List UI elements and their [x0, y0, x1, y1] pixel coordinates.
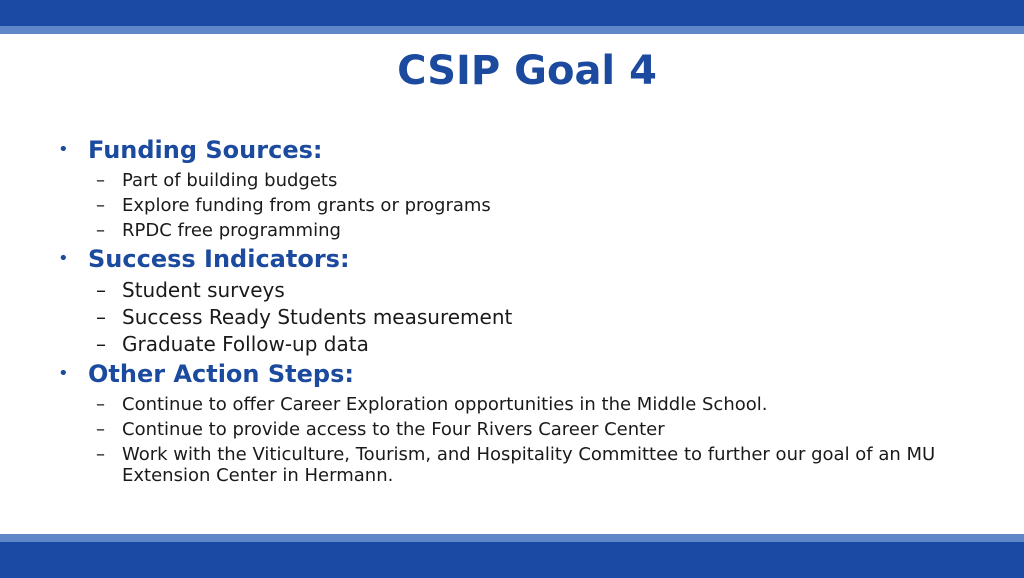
bullet-icon: •: [58, 248, 69, 269]
list-item-text: RPDC free programming: [122, 220, 341, 241]
list-item: [58, 277, 988, 304]
slide-title: CSIP Goal 4: [397, 48, 657, 94]
top-band: [0, 0, 1024, 26]
section-label: Funding Sources:: [88, 136, 323, 164]
section-label: Other Action Steps:: [88, 360, 354, 388]
list-item: [58, 218, 988, 243]
list-item: [58, 392, 988, 417]
section-heading-funding: [58, 136, 988, 168]
bottom-band: [0, 542, 1024, 578]
bullet-icon: •: [58, 139, 69, 160]
section-heading-other-steps: [58, 360, 988, 392]
list-item: [58, 417, 988, 442]
slide-content: [58, 136, 988, 486]
dash-icon: –: [96, 305, 106, 329]
dash-icon: –: [96, 444, 105, 465]
bullet-icon: •: [58, 363, 69, 384]
list-item: [58, 331, 988, 358]
list-item: [58, 193, 988, 218]
list-item: [58, 304, 988, 331]
list-item: [58, 442, 988, 486]
list-item-text: Continue to provide access to the Four Rivers Career Center: [122, 419, 665, 440]
bottom-band-accent: [0, 534, 1024, 542]
list-item-text: Student surveys: [122, 278, 285, 302]
list-item-text: Part of building budgets: [122, 170, 338, 191]
section-label: Success Indicators:: [88, 245, 350, 273]
dash-icon: –: [96, 394, 105, 415]
dash-icon: –: [96, 419, 105, 440]
dash-icon: –: [96, 220, 105, 241]
list-item-text: Continue to offer Career Exploration opportunities in the Middle School.: [122, 394, 768, 415]
dash-icon: –: [96, 278, 106, 302]
dash-icon: –: [96, 332, 106, 356]
list-item-text: Graduate Follow-up data: [122, 332, 369, 356]
list-item-text: Work with the Viticulture, Tourism, and Hospitality Committee to further our goal of an MU Extension Center in Hermann.: [122, 444, 936, 486]
list-item-text: Explore funding from grants or programs: [122, 195, 491, 216]
top-band-accent: [0, 26, 1024, 34]
list-item-text: Success Ready Students measurement: [122, 305, 513, 329]
dash-icon: –: [96, 170, 105, 191]
section-heading-success: [58, 245, 988, 277]
list-item: [58, 168, 988, 193]
dash-icon: –: [96, 195, 105, 216]
